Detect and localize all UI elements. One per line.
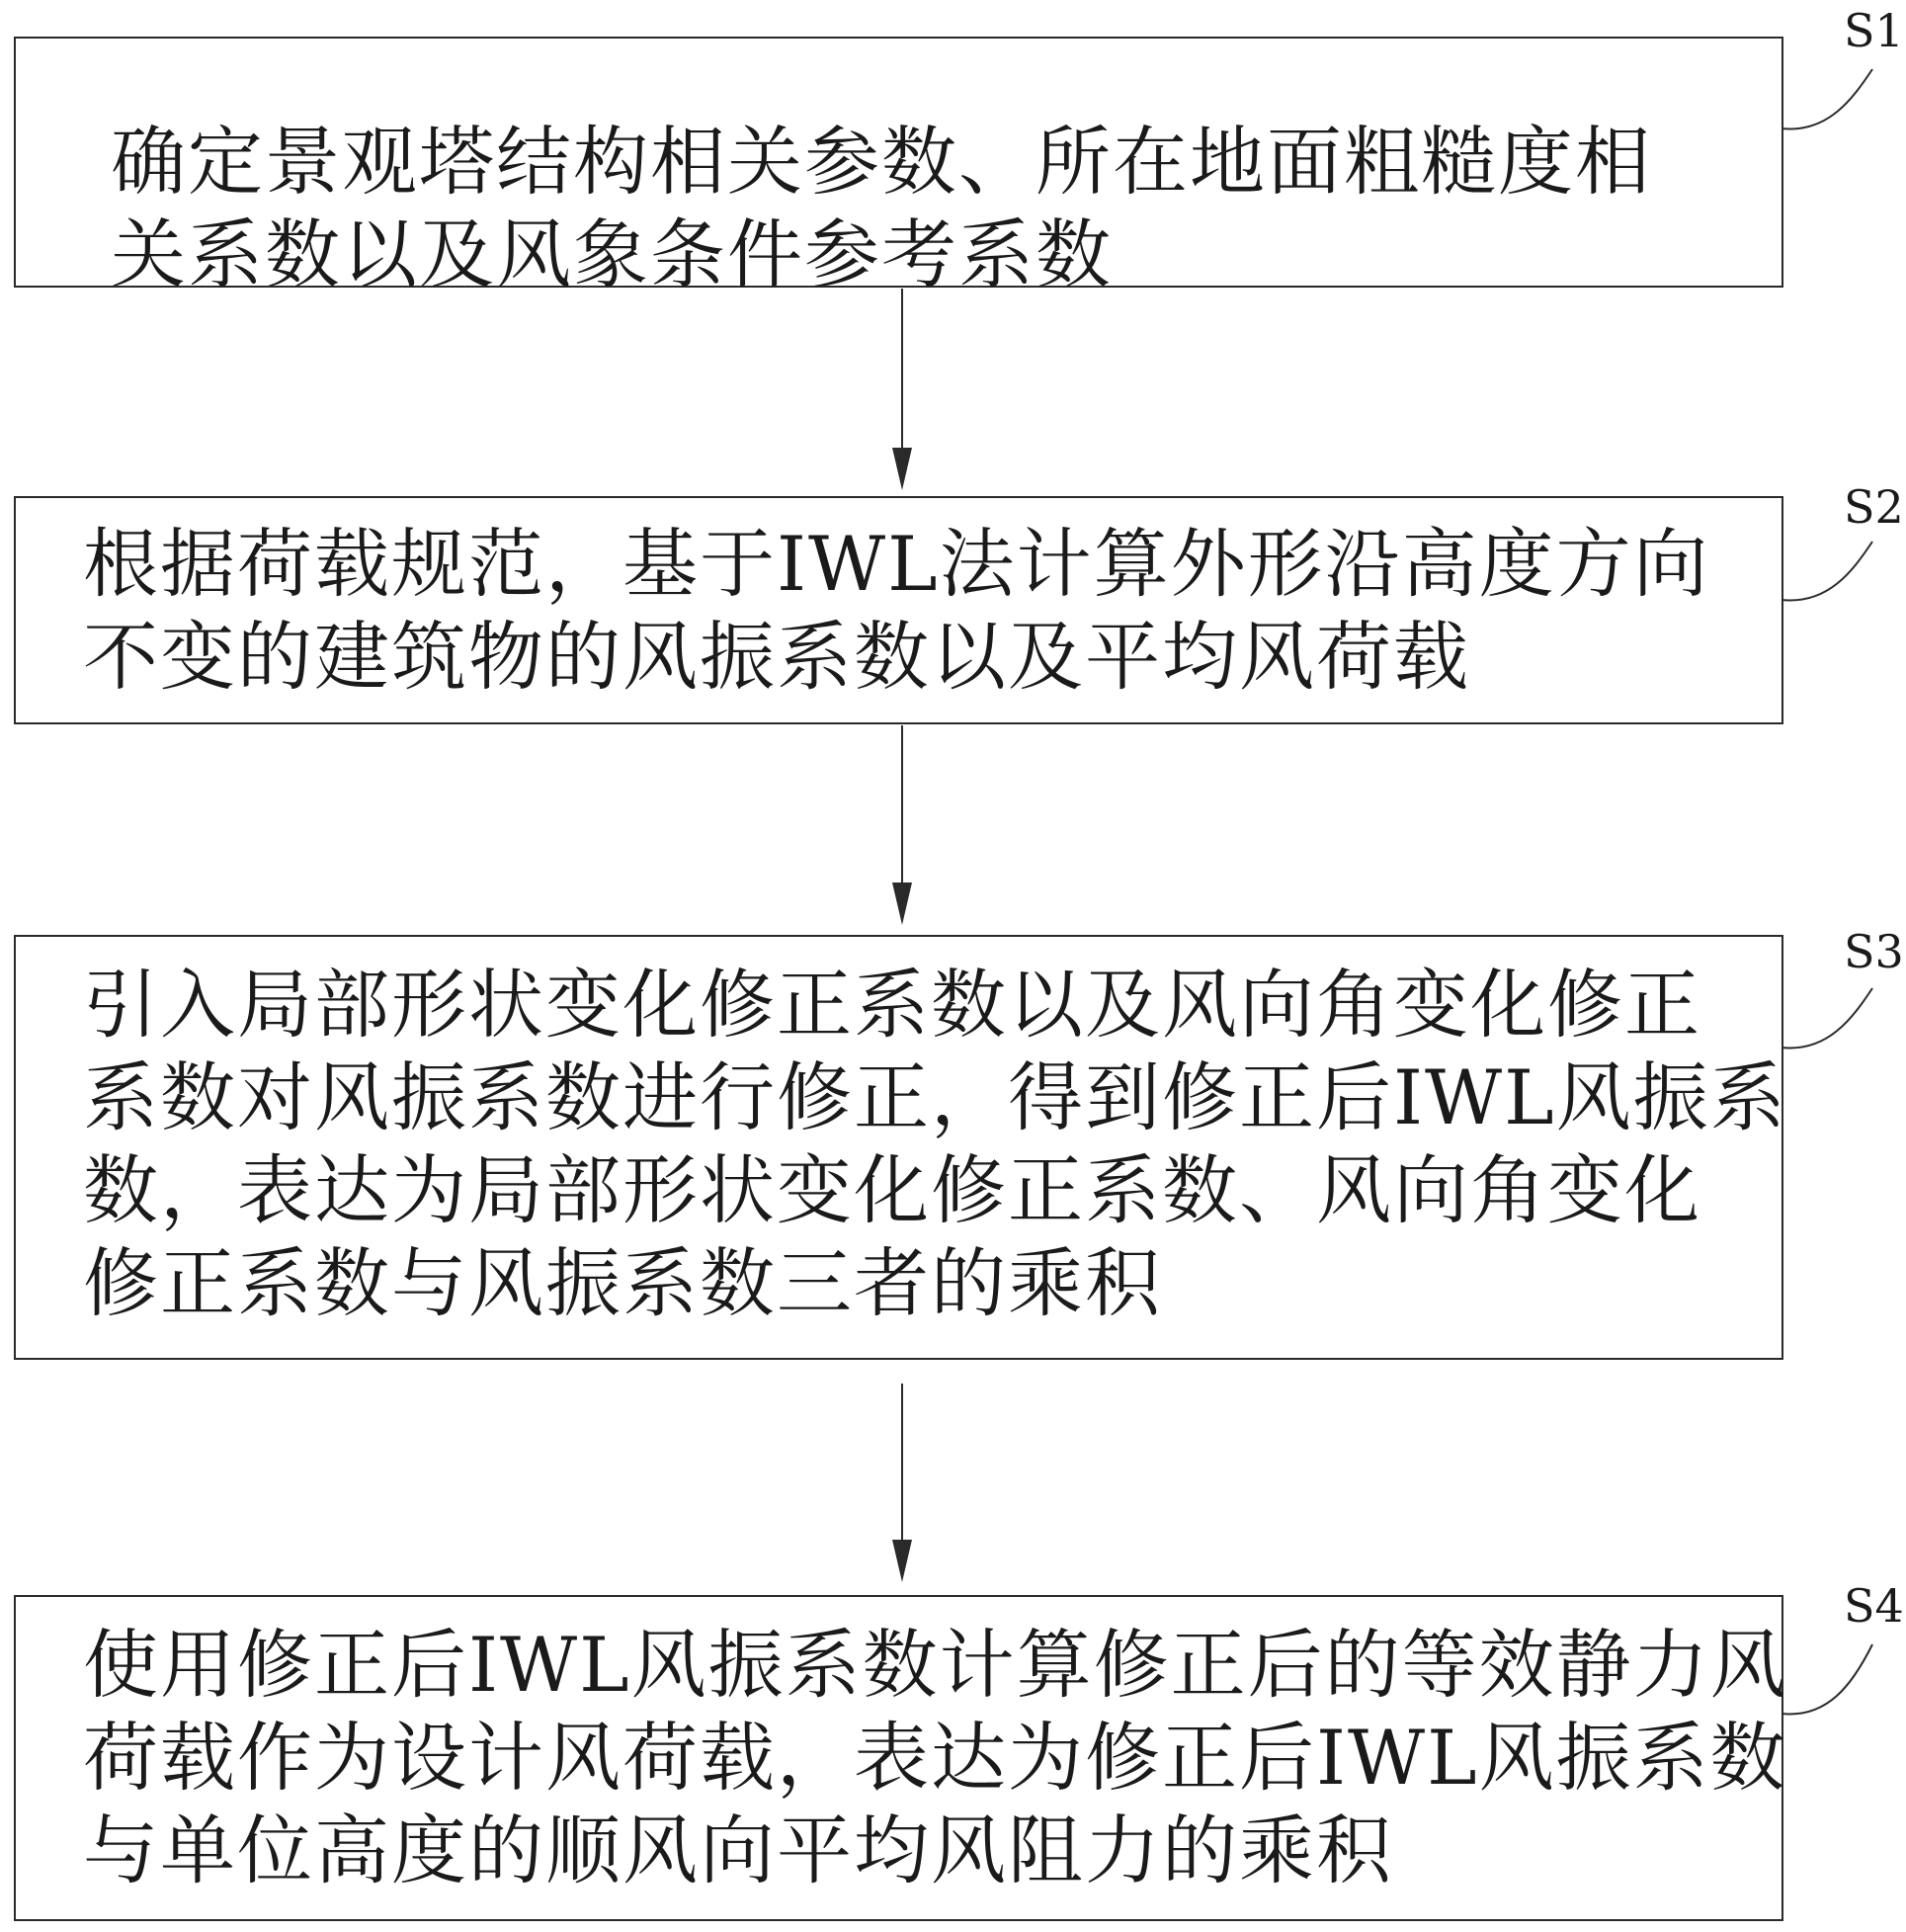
- step-s3-line-2: 系数对风振系数进行修正，得到修正后IWL风振系: [83, 1053, 1787, 1141]
- step-s1-line-2: 关系数以及风象条件参考系数: [111, 210, 1113, 298]
- step-s4-text: [83, 1619, 1787, 1897]
- step-label-s1: S1: [1844, 4, 1904, 57]
- leader-line-s3: [1782, 988, 1872, 1048]
- leader-line-s1: [1782, 69, 1872, 128]
- arrow-s1-to-s2: [892, 289, 912, 490]
- step-s2-line-1: 根据荷载规范，基于IWL法计算外形沿高度方向: [83, 520, 1710, 608]
- step-label-s2: S2: [1844, 480, 1904, 534]
- step-s3-text: [83, 959, 1787, 1330]
- step-s4-line-1: 使用修正后IWL风振系数计算修正后的等效静力风: [83, 1621, 1787, 1709]
- step-box-s1: [14, 37, 1783, 298]
- leader-line-s4: [1782, 1644, 1872, 1714]
- step-label-s3: S3: [1844, 925, 1904, 978]
- step-s1-text: [111, 116, 1652, 301]
- step-s3-line-3: 数，表达为局部形状变化修正系数、风向角变化: [83, 1146, 1701, 1234]
- step-s2-text: [83, 518, 1710, 704]
- step-s4-line-3: 与单位高度的顺风向平均风阻力的乘积: [83, 1806, 1393, 1894]
- step-box-s4: [14, 1595, 1787, 1921]
- step-s3-line-4: 修正系数与风振系数三者的乘积: [83, 1239, 1162, 1327]
- step-s4-line-2: 荷载作为设计风荷载，表达为修正后IWL风振系数: [83, 1714, 1787, 1802]
- leader-line-s2: [1782, 542, 1872, 600]
- step-label-s4: S4: [1844, 1579, 1904, 1633]
- step-s3-line-1: 引入局部形状变化修正系数以及风向角变化修正: [83, 961, 1701, 1049]
- step-box-s3: [14, 935, 1787, 1360]
- arrow-s3-to-s4: [892, 1384, 912, 1582]
- step-s2-line-2: 不变的建筑物的风振系数以及平均风荷载: [83, 613, 1470, 701]
- step-s1-line-1: 确定景观塔结构相关参数、所在地面粗糙度相: [111, 118, 1652, 206]
- step-box-s2: [14, 496, 1783, 724]
- arrow-s2-to-s3: [892, 725, 912, 925]
